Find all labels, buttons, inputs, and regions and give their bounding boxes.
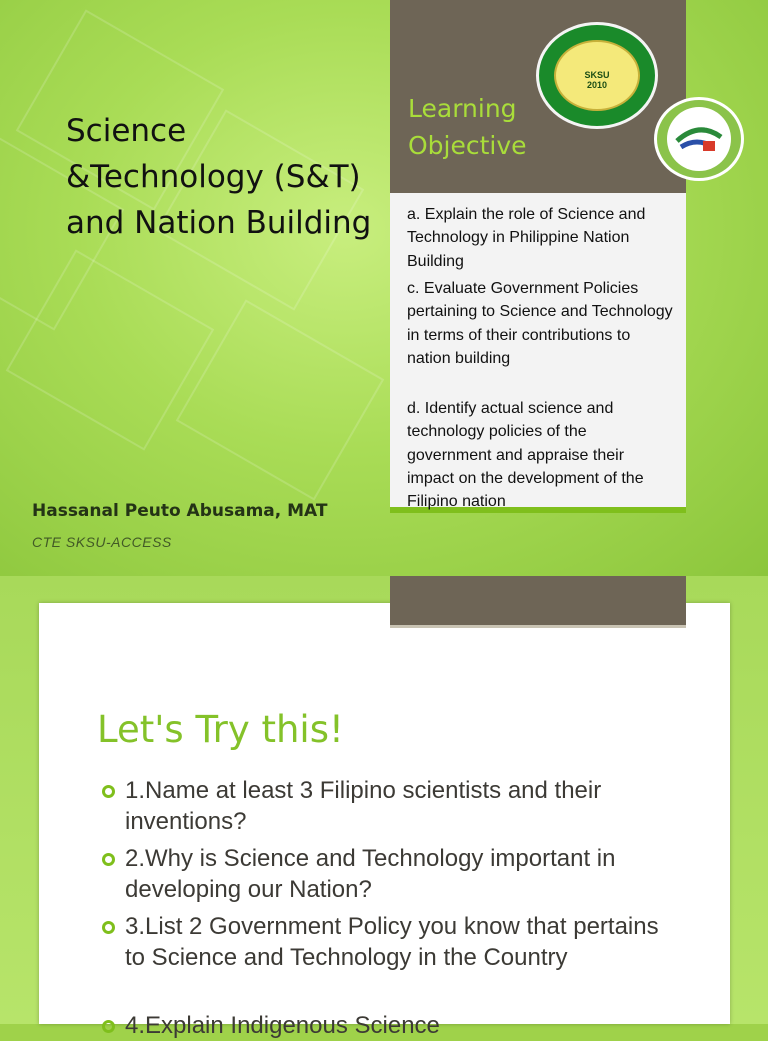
college-logo-center: [667, 107, 731, 171]
objective-item: d. Identify actual science and technology policies of the government and appraise their impact on the development of the Filipino nation: [407, 400, 644, 511]
bullet-icon: [102, 921, 115, 934]
list-item-text: 2.Why is Science and Technology important in developing our Nation?: [125, 845, 616, 903]
list-item: [102, 843, 672, 905]
author-name: Hassanal Peuto Abusama, MAT: [32, 501, 328, 521]
list-item: [102, 775, 672, 837]
bullet-icon: [102, 1020, 115, 1033]
author-organization: CTE SKSU-ACCESS: [32, 534, 172, 550]
bullet-icon: [102, 853, 115, 866]
objective-heading: Learning Objective: [408, 94, 527, 160]
bullet-icon: [102, 785, 115, 798]
objective-item: c. Evaluate Government Policies pertaining to Science and Technology in terms of their contributions to nation building: [407, 280, 673, 367]
activity-title: Let's Try this!: [97, 708, 344, 751]
logo-swoosh-icon: [667, 107, 731, 171]
list-item: [102, 1010, 672, 1041]
list-item-text: 4.Explain Indigenous Science: [125, 1012, 440, 1039]
activity-header-bar: [390, 576, 686, 628]
objective-item: a. Explain the role of Science and Technology in Philippine Nation Building: [407, 206, 646, 270]
list-item-text: 1.Name at least 3 Filipino scientists and their inventions?: [125, 777, 602, 835]
slide-title: Science &Technology (S&T) and Nation Building: [66, 113, 372, 241]
list-item-text: 3.List 2 Government Policy you know that pertains to Science and Technology in the Country: [125, 913, 659, 971]
list-item: [102, 911, 672, 973]
seal-text: SKSU 2010: [584, 70, 610, 90]
